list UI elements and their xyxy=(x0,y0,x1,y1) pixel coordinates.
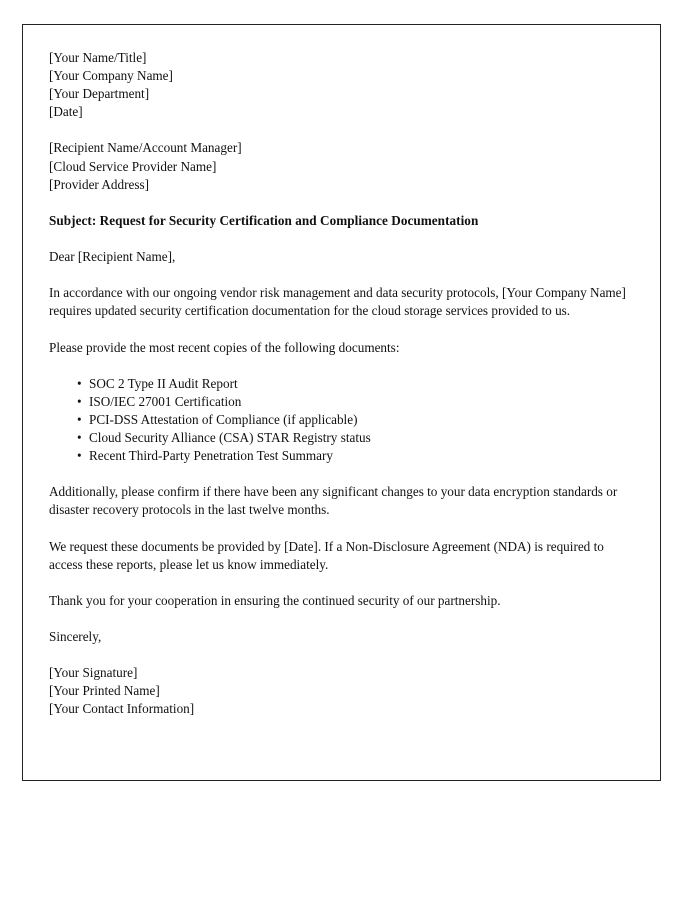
additional-changes-paragraph: Additionally, please confirm if there have been any significant changes to your data encryption standards or disaster recovery protocols in the last twelve months. xyxy=(49,484,618,518)
spacer xyxy=(49,121,633,139)
closing-line: Sincerely, xyxy=(49,629,102,644)
sender-date: [Date] xyxy=(49,104,83,120)
spacer xyxy=(49,465,633,483)
spacer xyxy=(49,574,633,592)
list-lead-in: Please provide the most recent copies of the following documents: xyxy=(49,339,400,355)
thanks-paragraph: Thank you for your cooperation in ensuring the continued security of our partnership. xyxy=(49,592,501,608)
salutation: Dear [Recipient Name], xyxy=(49,249,176,265)
sender-address-block xyxy=(49,49,633,121)
sender-company-name: [Your Company Name] xyxy=(49,68,173,84)
list-item-label: Cloud Security Alliance (CSA) STAR Registry status xyxy=(89,429,371,445)
spacer xyxy=(49,519,633,537)
spacer xyxy=(49,266,633,284)
bullet-point-icon: • xyxy=(77,393,82,409)
bullet-point-icon: • xyxy=(77,411,82,427)
list-item-label: SOC 2 Type II Audit Report xyxy=(89,375,238,391)
requested-documents-list xyxy=(49,375,633,465)
printed-name-placeholder: [Your Printed Name] xyxy=(49,683,160,699)
intro-paragraph: In accordance with our ongoing vendor risk management and data security protocols, [Your Company Name] requires updated security certification documentation for the cloud storage services provided to us. xyxy=(49,285,626,319)
letter-body xyxy=(49,49,633,718)
list-item xyxy=(49,429,633,447)
recipient-provider-name: [Cloud Service Provider Name] xyxy=(49,158,217,174)
bullet-point-icon: • xyxy=(77,448,82,464)
signature-placeholder: [Your Signature] xyxy=(49,665,138,681)
spacer xyxy=(49,646,633,664)
bullet-point-icon: • xyxy=(77,375,82,391)
list-item-label: PCI-DSS Attestation of Compliance (if applicable) xyxy=(89,411,358,427)
subject-line: Subject: Request for Security Certification and Compliance Documentation xyxy=(49,212,479,228)
list-item xyxy=(49,375,633,393)
spacer xyxy=(49,230,633,248)
sender-department: [Your Department] xyxy=(49,86,150,102)
spacer xyxy=(49,194,633,212)
contact-information-placeholder: [Your Contact Information] xyxy=(49,701,195,717)
document-frame-border xyxy=(22,24,661,781)
spacer xyxy=(49,610,633,628)
sender-name-title: [Your Name/Title] xyxy=(49,50,147,65)
deadline-nda-paragraph: We request these documents be provided by [Date]. If a Non-Disclosure Agreement (NDA) is required to access these reports, please let us know immediately. xyxy=(49,538,604,572)
list-item xyxy=(49,411,633,429)
list-item xyxy=(49,447,633,465)
signature-block xyxy=(49,664,633,718)
list-item-label: ISO/IEC 27001 Certification xyxy=(89,393,242,409)
spacer xyxy=(49,320,633,338)
recipient-provider-address: [Provider Address] xyxy=(49,176,149,192)
list-item-label: Recent Third-Party Penetration Test Summary xyxy=(89,448,333,464)
recipient-name-account-manager: [Recipient Name/Account Manager] xyxy=(49,140,242,156)
recipient-address-block xyxy=(49,139,633,193)
bullet-point-icon: • xyxy=(77,429,82,445)
list-item xyxy=(49,393,633,411)
spacer xyxy=(49,357,633,375)
